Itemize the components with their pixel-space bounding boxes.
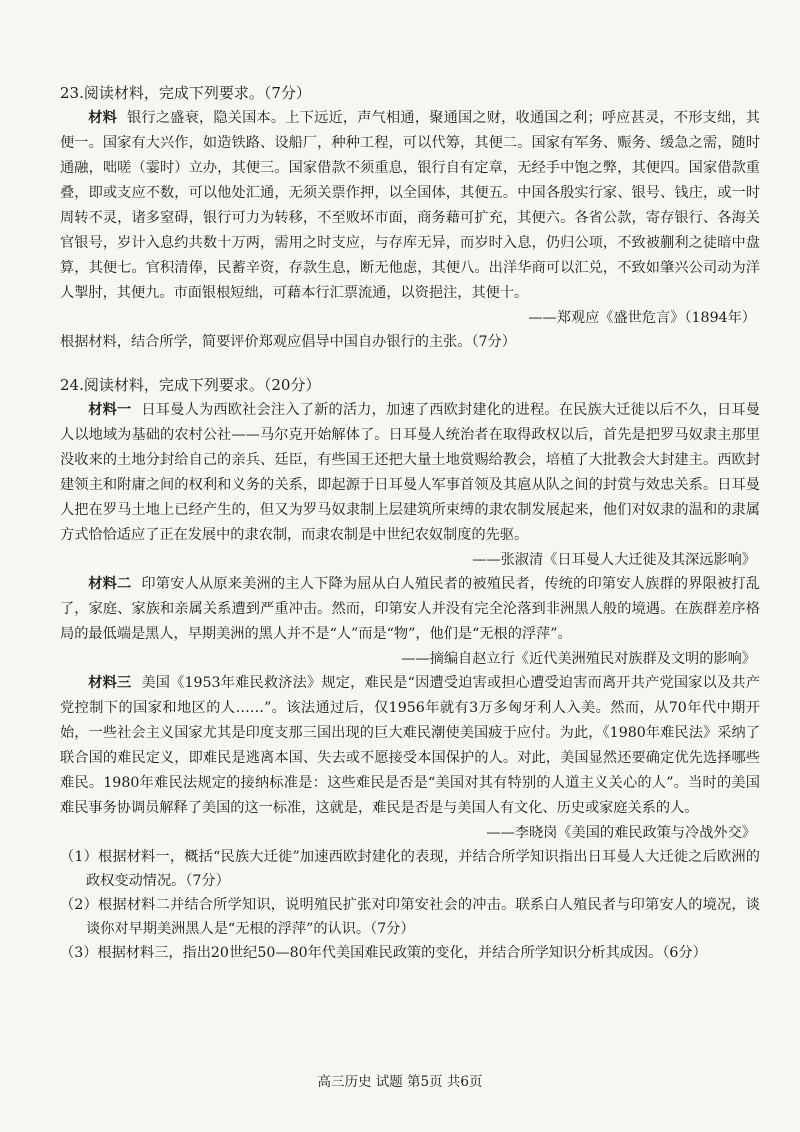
q24-material-1-source: ——张淑清《日耳曼人大迁徙及其深远影响》 (472, 552, 756, 568)
q24-material-3-text: 美国《1953年难民救济法》规定，难民是“因遭受迫害或担心遭受迫害而离开共产党国家以及共产党控制下的国家和地区的人……”。该法通过后，仅1956年就有3万多匈牙利人入美。然而，从70年代中期开始，一些社会主义国家尤其是印度支那三国出现的巨大难民潮使美国疲于应付。为此，《1980年难民法》采纳了联合国的难民定义，即难民是逃离本国、失去或不愿接受本国保护的人。对此，美国显然还要确定优先选择哪些难民。1980年难民法规定的接纳标准是：这些难民是否是“美国对其有特别的人道主义关心的人”。当时的美国难民事务协调员解释了美国的这一标准，这就是，难民是否是与美国人有文化、历史或家庭关系的人。 (60, 675, 760, 816)
question-24-heading: 24.阅读材料，完成下列要求。（20分） (60, 376, 321, 394)
exam-page (60, 82, 760, 965)
question-23 (60, 82, 760, 354)
q24-material-2 (60, 572, 760, 647)
q24-material-3-label: 材料三 (88, 675, 132, 691)
q24-material-2-text: 印第安人从原来美洲的主人下降为屈从白人殖民者的被殖民者，传统的印第安人族群的界限被打乱了，家庭、家族和亲属关系遭到严重冲击。然而，印第安人并没有完全沦落到非洲黑人般的境遇。在族群差序格局的最低端是黑人，早期美洲的黑人并不是“人”而是“物”，他们是“无根的浮萍”。 (60, 576, 760, 642)
q24-task-2: （2）根据材料二并结合所学知识，说明殖民扩张对印第安社会的冲击。联系白人殖民者与印第安人的境况，谈谈你对早期美洲黑人是“无根的浮萍”的认识。（7分） (60, 897, 760, 937)
q23-material-label: 材料 (88, 110, 117, 126)
q24-material-1-text: 日耳曼人为西欧社会注入了新的活力，加速了西欧封建化的进程。在民族大迁徙以后不久，日耳曼人以地域为基础的农村公社——马尔克开始解体了。日耳曼人统治者在取得政权以后，首先是把罗马奴隶主那里没收来的土地分封给自己的亲兵、廷臣，有些国王还把大量土地赏赐给教会，培植了大批教会大封建主。西欧封建领主和附庸之间的权利和义务的关系，即起源于日耳曼人军事首领及其扈从队之间的封赏与效忠关系。日耳曼人把在罗马土地上已经产生的，但又为罗马奴隶制上层建筑所束缚的隶农制发展起来，他们对奴隶的温和的隶属方式恰恰适应了正在发展中的隶农制，而隶农制是中世纪农奴制度的先驱。 (60, 402, 760, 543)
q24-material-1 (60, 398, 760, 548)
q23-source: ——郑观应《盛世危言》（1894年） (528, 310, 756, 326)
q23-task: 根据材料，结合所学，简要评价郑观应倡导中国自办银行的主张。（7分） (60, 334, 516, 350)
q24-task-3: （3）根据材料三，指出20世纪50—80年代美国难民政策的变化，并结合所学知识分析其成因。（6分） (60, 945, 707, 961)
question-23-heading: 23.阅读材料，完成下列要求。（7分） (60, 84, 311, 102)
q24-material-3 (60, 671, 760, 821)
q23-material-text: 银行之盛衰，隐关国本。上下远近，声气相通，聚通国之财，收通国之利；呼应甚灵，不形支绌，其便一。国家有大兴作，如造铁路、设船厂，种种工程，可以代筹，其便二。国家有军务、赈务、缓急之需，随时通融，咄嗟（霎时）立办，其便三。国家借款不须重息，银行自有定章，无经手中饱之弊，其便四。国家借款重叠，即或支应不数，可以他处汇通，无须关票作押，以全国体，其便五。中国各殷实行家、银号、钱庄，或一时周转不灵，诸多窒碍，银行可力为转移，不至败坏市面，商务藉可扩充，其便六。各省公款，寄存银行、各海关官银号，岁计入息约共数十万两，需用之时支应，与存库无异，而岁时入息，仍归公项，不致被蒯利之徒暗中盘算，其便七。官积清俸，民蓄辛资，存款生息，断无他虑，其便八。出洋华商可以汇兑，不致如肇兴公司动为洋人掣肘，其便九。市面银根短绌，可藉本行汇票流通，以资挹注，其便十。 (60, 110, 760, 301)
question-24 (60, 374, 760, 965)
q24-material-3-source: ——李晓岗《美国的难民政策与冷战外交》 (486, 825, 756, 841)
q23-material (60, 106, 760, 306)
page-footer: 高三历史 试题 第5页 共6页 (317, 1074, 483, 1090)
q24-material-2-label: 材料二 (88, 576, 132, 592)
q24-task-1: （1）根据材料一，概括“民族大迁徙”加速西欧封建化的表现，并结合所学知识指出日耳曼人大迁徙之后欧洲的政权变动情况。（7分） (60, 849, 760, 889)
q24-material-2-source: ——摘编自赵立行《近代美洲殖民对族群及文明的影响》 (401, 651, 756, 667)
q24-material-1-label: 材料一 (88, 402, 132, 418)
